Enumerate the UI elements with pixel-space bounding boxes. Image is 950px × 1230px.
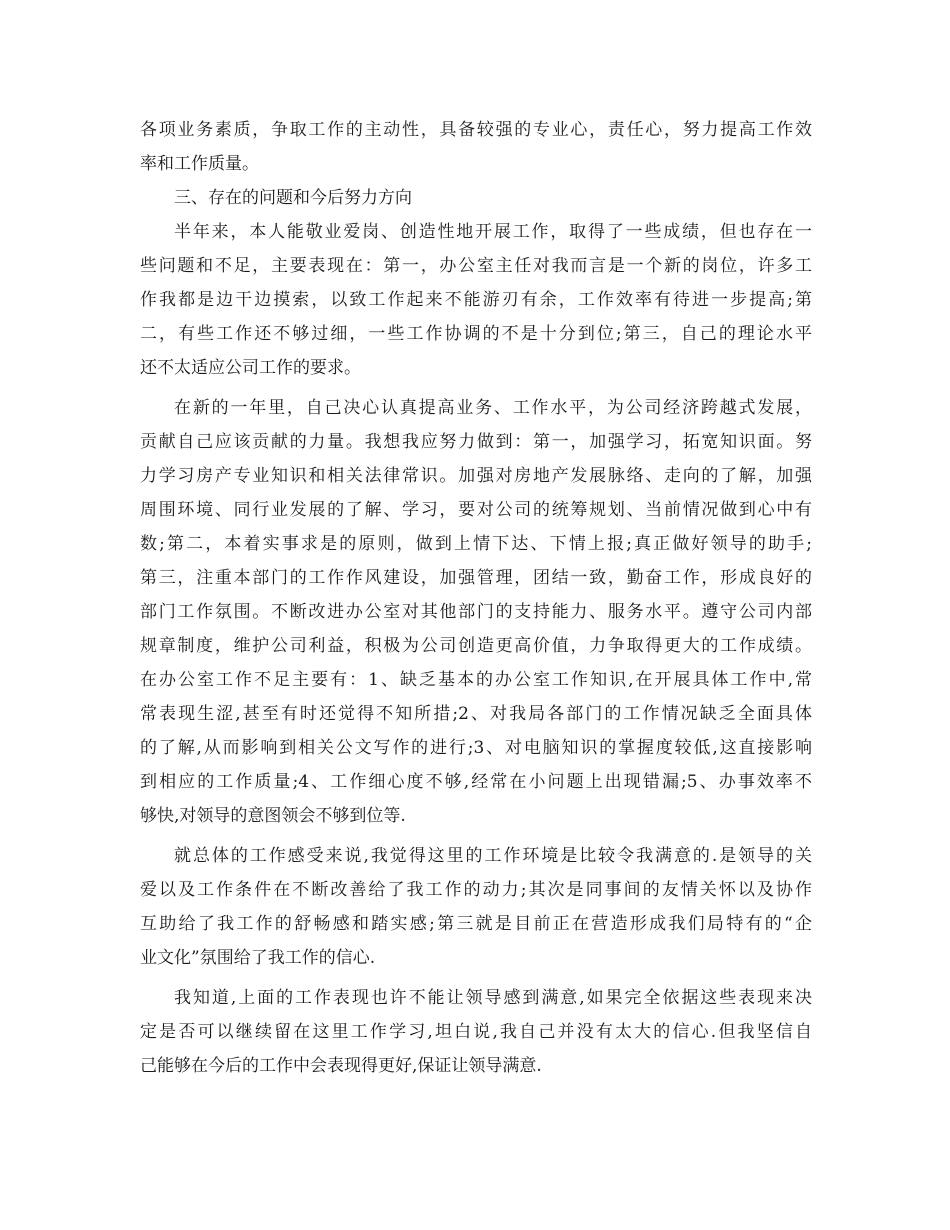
text-line: 二，有些工作还不够过细，一些工作协调的不是十分到位;第三，自己的理论水平 bbox=[140, 324, 812, 344]
text-line: 定是否可以继续留在这里工作学习,坦白说,我自己并没有太大的信心.但我坚信自 bbox=[140, 1022, 812, 1042]
text-line: 在办公室工作不足主要有：1、缺乏基本的办公室工作知识,在开展具体工作中,常 bbox=[140, 670, 812, 690]
text-line: 贡献自己应该贡献的力量。我想我应努力做到：第一，加强学习，拓宽知识面。努 bbox=[140, 432, 812, 452]
paragraph bbox=[140, 113, 812, 181]
text-line: 己能够在今后的工作中会表现得更好,保证让领导满意. bbox=[140, 1056, 542, 1076]
text-line: 在新的一年里，自己决心认真提高业务、工作水平，为公司经济跨越式发展， bbox=[174, 398, 812, 418]
text-line: 的了解,从而影响到相关公文写作的进行;3、对电脑知识的掌握度较低,这直接影响 bbox=[140, 738, 812, 758]
text-line: 率和工作质量。 bbox=[140, 154, 259, 174]
text-line: 第三，注重本部门的工作作风建设，加强管理，团结一致，勤奋工作，形成良好的 bbox=[140, 568, 812, 588]
text-line: 业文化”氛围给了我工作的信心. bbox=[140, 948, 376, 968]
document-body bbox=[140, 113, 812, 1083]
text-line: 我知道,上面的工作表现也许不能让领导感到满意,如果完全依据这些表现来决 bbox=[174, 988, 812, 1008]
text-line: 还不太适应公司工作的要求。 bbox=[140, 358, 361, 378]
text-line: 半年来，本人能敬业爱岗、创造性地开展工作，取得了一些成绩，但也存在一 bbox=[174, 222, 812, 242]
text-line: 规章制度，维护公司利益，积极为公司创造更高价值，力争取得更大的工作成绩。 bbox=[140, 636, 812, 656]
text-line: 数;第二，本着实事求是的原则，做到上情下达、下情上报;真正做好领导的助手; bbox=[140, 534, 812, 554]
section-heading bbox=[140, 181, 812, 215]
text-line: 力学习房产专业知识和相关法律常识。加强对房地产发展脉络、走向的了解，加强 bbox=[140, 466, 812, 486]
text-line: 些问题和不足，主要表现在：第一，办公室主任对我而言是一个新的岗位，许多工 bbox=[140, 256, 812, 276]
text-line: 常表现生涩,甚至有时还觉得不知所措;2、对我局各部门的工作情况缺乏全面具体 bbox=[140, 704, 812, 724]
text-line: 互助给了我工作的舒畅感和踏实感;第三就是目前正在营造形成我们局特有的“企 bbox=[140, 914, 812, 934]
heading-text: 三、存在的问题和今后努力方向 bbox=[174, 188, 412, 208]
text-line: 部门工作氛围。不断改进办公室对其他部门的支持能力、服务水平。遵守公司内部 bbox=[140, 602, 812, 622]
paragraph bbox=[140, 981, 812, 1083]
text-line: 作我都是边干边摸索，以致工作起来不能游刃有余，工作效率有待进一步提高;第 bbox=[140, 290, 812, 310]
paragraph bbox=[140, 391, 812, 833]
paragraph bbox=[140, 215, 812, 385]
text-line: 就总体的工作感受来说,我觉得这里的工作环境是比较令我满意的.是领导的关 bbox=[174, 846, 812, 866]
text-line: 周围环境、同行业发展的了解、学习，要对公司的统筹规划、当前情况做到心中有 bbox=[140, 500, 812, 520]
paragraph bbox=[140, 839, 812, 975]
text-line: 够快,对领导的意图领会不够到位等. bbox=[140, 806, 406, 826]
text-line: 各项业务素质，争取工作的主动性，具备较强的专业心，责任心，努力提高工作效 bbox=[140, 120, 812, 140]
text-line: 到相应的工作质量;4、工作细心度不够,经常在小问题上出现错漏;5、办事效率不 bbox=[140, 772, 812, 792]
text-line: 爱以及工作条件在不断改善给了我工作的动力;其次是同事间的友情关怀以及协作 bbox=[140, 880, 812, 900]
